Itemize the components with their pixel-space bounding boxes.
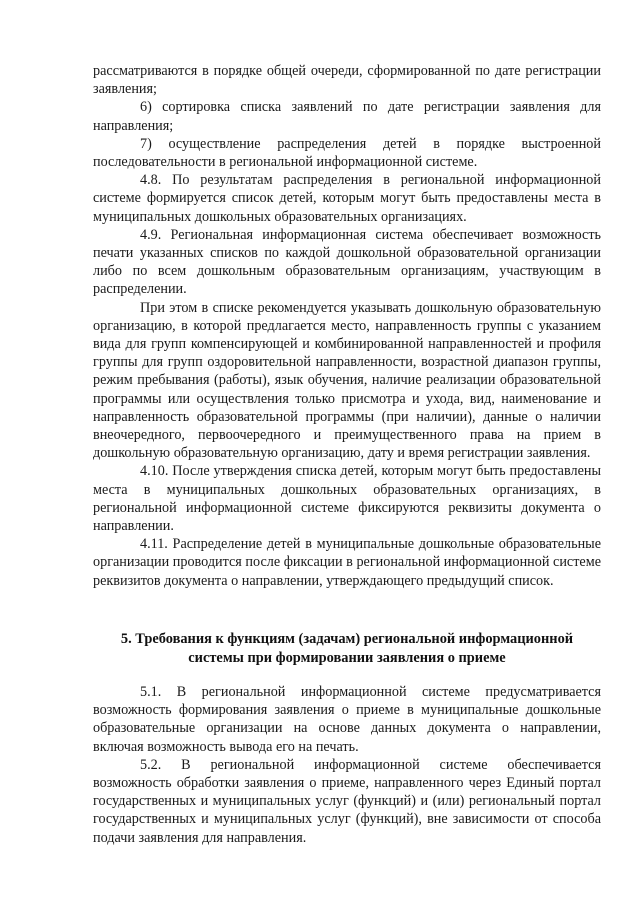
paragraph-item-6: 6) сортировка списка заявлений по дате регистрации заявления для направления; — [93, 99, 601, 134]
paragraph-continuation: рассматриваются в порядке общей очереди, сформированной по дате регистрации заявления; — [93, 63, 601, 98]
paragraph-4-11: 4.11. Распределение детей в муниципальные дошкольные образовательные организации проводится после фиксации в региональной информационной системе реквизитов документа о направлении, утверждающего предыдущий список. — [93, 536, 601, 589]
body-text-bottom — [93, 683, 601, 847]
section-heading-line-1: 5. Требования к функциям (задачам) региональной информационной — [120, 631, 574, 647]
paragraph-4-10: 4.10. После утверждения списка детей, которым могут быть предоставлены места в муниципальных дошкольных образовательных организациях, в региональной информационной системе фиксируются реквизиты документа о направлении. — [93, 463, 601, 535]
section-heading — [93, 630, 601, 668]
paragraph-4-8: 4.8. По результатам распределения в региональной информационной системе формируется список детей, которым могут быть предоставлены места в муниципальных дошкольных образовательных организациях. — [93, 172, 601, 225]
paragraph-4-9: 4.9. Региональная информационная система обеспечивает возможность печати указанных списков по каждой дошкольной образовательной организации либо по всем дошкольным образовательным организациям, участвующим в распределении. — [93, 226, 601, 298]
paragraph-5-2: 5.2. В региональной информационной системе обеспечивается возможность обработки заявления о приеме, направленного через Единый портал государственных и муниципальных услуг (функций) и (или) региональный портал государственных и муниципальных услуг (функций), вне зависимости от способа подачи заявления для направления. — [93, 756, 601, 846]
paragraph-item-7: 7) осуществление распределения детей в порядке выстроенной последовательности в региональной информационной системе. — [93, 135, 601, 171]
paragraph-5-1: 5.1. В региональной информационной системе предусматривается возможность формирования заявления о приеме в муниципальные дошкольные образовательные организации на основе данных документа о направлении, включая возможность вывода его на печать. — [93, 684, 601, 755]
section-heading-line-2: системы при формировании заявления о приеме — [188, 650, 506, 666]
body-text-top — [93, 62, 601, 590]
paragraph-list-details: При этом в списке рекомендуется указывать дошкольную образовательную организацию, в которой предлагается место, направленность группы с указанием вида для групп компенсирующей и комбинированной направленностей и профиля группы для групп оздоровительной направленности, возрастной диапазон группы, режим пребывания (работы), язык обучения, наличие реализации образовательной программы или осуществления только присмотра и ухода, вид, наименование и направленность образовательной программы (при наличии), данные о наличии внеочередного, первоочередного и преимущественного права на прием в дошкольную образовательную организацию, дату и время регистрации заявления. — [93, 299, 601, 462]
